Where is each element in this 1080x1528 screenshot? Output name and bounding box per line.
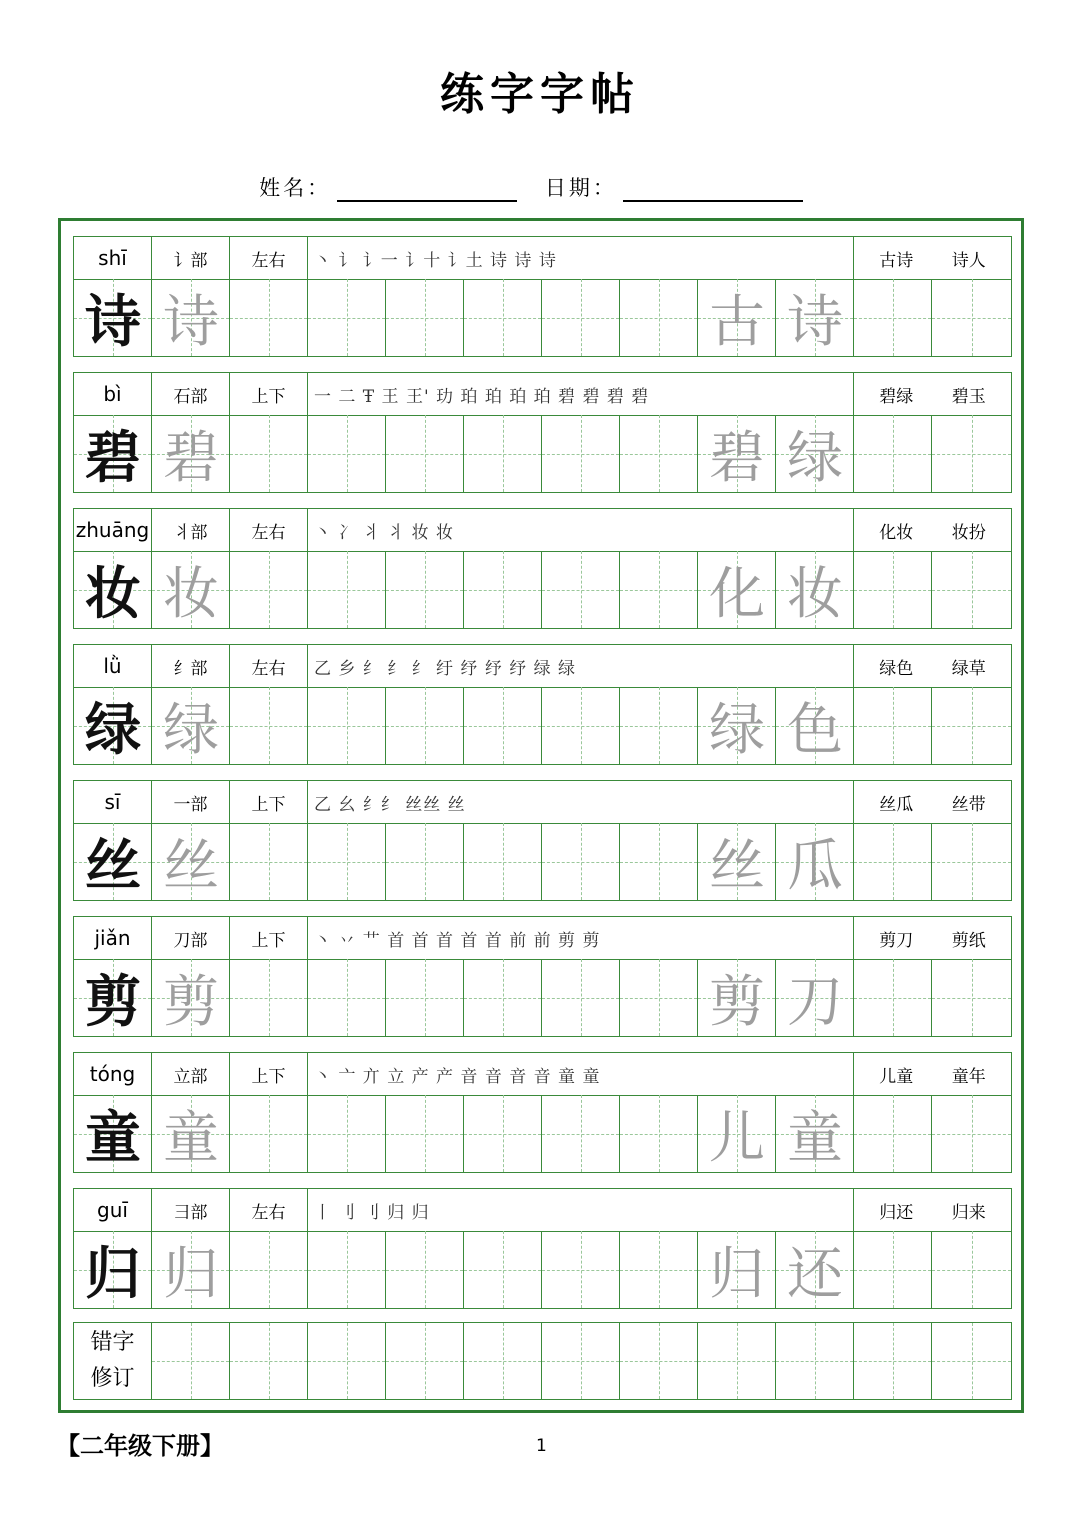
- writing-cell[interactable]: [932, 279, 1011, 356]
- writing-cell[interactable]: [542, 551, 620, 628]
- writing-cell[interactable]: [542, 279, 620, 356]
- writing-cell[interactable]: [74, 551, 152, 628]
- correction-cell[interactable]: [542, 1323, 620, 1399]
- writing-cell[interactable]: [308, 1095, 386, 1172]
- trace-character: 色: [787, 697, 843, 763]
- writing-cell[interactable]: [542, 959, 620, 1036]
- model-character: 剪: [85, 969, 141, 1035]
- correction-label: [74, 1323, 152, 1399]
- practice-block: [73, 1052, 1012, 1173]
- writing-cell[interactable]: [698, 1231, 776, 1308]
- name-blank[interactable]: [337, 176, 517, 202]
- writing-cell[interactable]: [464, 279, 542, 356]
- writing-cell[interactable]: [698, 1095, 776, 1172]
- pinyin: tóng: [74, 1053, 152, 1095]
- writing-cell[interactable]: [932, 959, 1011, 1036]
- correction-label-line1: 错字: [90, 1330, 135, 1355]
- trace-character: 绿: [787, 425, 843, 491]
- writing-cell[interactable]: [464, 1231, 542, 1308]
- writing-cell[interactable]: [230, 279, 308, 356]
- writing-cell[interactable]: [230, 415, 308, 492]
- writing-cell[interactable]: [308, 415, 386, 492]
- writing-cell[interactable]: [74, 279, 152, 356]
- example-word: 剪纸: [951, 930, 986, 951]
- writing-cell[interactable]: [620, 823, 698, 900]
- pinyin: shī: [74, 237, 152, 279]
- writing-cell[interactable]: [464, 687, 542, 764]
- practice-block: [73, 508, 1012, 629]
- example-word: 妆扮: [951, 522, 986, 543]
- model-character: 丝: [85, 833, 141, 899]
- stroke-order: 丶 亠 亣 立 产 产 音 音 音 音 童 童: [308, 1053, 854, 1095]
- writing-cell[interactable]: [152, 279, 230, 356]
- writing-cell[interactable]: [932, 823, 1011, 900]
- trace-character: 碧: [163, 425, 219, 491]
- stroke-order: 一 二 Ŧ 王 王' 玏 珀 珀 珀 珀 碧 碧 碧 碧: [308, 373, 854, 415]
- writing-cell[interactable]: [464, 415, 542, 492]
- writing-cell[interactable]: [854, 279, 932, 356]
- writing-cell[interactable]: [854, 687, 932, 764]
- writing-cell[interactable]: [386, 1095, 464, 1172]
- writing-cell[interactable]: [776, 551, 854, 628]
- writing-cell[interactable]: [386, 551, 464, 628]
- writing-cell[interactable]: [932, 1231, 1011, 1308]
- writing-cell[interactable]: [464, 959, 542, 1036]
- stroke-order: 丶 冫 丬 丬 妆 妆: [308, 509, 854, 551]
- writing-cell[interactable]: [854, 1095, 932, 1172]
- writing-cell[interactable]: [776, 1095, 854, 1172]
- example-word: 碧玉: [951, 386, 986, 407]
- writing-cell[interactable]: [854, 415, 932, 492]
- correction-cell[interactable]: [386, 1323, 464, 1399]
- model-character: 归: [85, 1241, 141, 1307]
- stroke-order: 丶 丷 艹 首 首 首 首 首 前 前 剪 剪: [308, 917, 854, 959]
- trace-character: 归: [709, 1241, 765, 1307]
- example-word: 绿色: [879, 658, 914, 679]
- example-words: [854, 1053, 1011, 1095]
- row-header: [74, 645, 1011, 688]
- writing-cell[interactable]: [308, 687, 386, 764]
- writing-cell[interactable]: [698, 551, 776, 628]
- writing-cell[interactable]: [230, 1095, 308, 1172]
- writing-cell[interactable]: [464, 551, 542, 628]
- example-words: [854, 645, 1011, 687]
- writing-cell[interactable]: [464, 823, 542, 900]
- row-header: [74, 781, 1011, 824]
- model-character: 诗: [85, 289, 141, 355]
- writing-cell[interactable]: [74, 823, 152, 900]
- trace-character: 诗: [163, 289, 219, 355]
- writing-cell[interactable]: [776, 687, 854, 764]
- writing-cell[interactable]: [620, 959, 698, 1036]
- grade-label: 【二年级下册】: [56, 1431, 224, 1460]
- trace-character: 剪: [163, 969, 219, 1035]
- row-header: [74, 917, 1011, 960]
- structure: 上下: [230, 917, 308, 959]
- example-words: [854, 781, 1011, 823]
- example-word: 诗人: [951, 250, 986, 271]
- writing-cell[interactable]: [386, 279, 464, 356]
- pinyin: sī: [74, 781, 152, 823]
- practice-block: [73, 780, 1012, 901]
- model-character: 碧: [85, 425, 141, 491]
- stroke-order: 丶 讠 讠一 讠十 讠土 诗 诗 诗: [308, 237, 854, 279]
- example-word: 丝带: [951, 794, 986, 815]
- writing-cell[interactable]: [776, 823, 854, 900]
- writing-cell[interactable]: [308, 823, 386, 900]
- example-words: [854, 917, 1011, 959]
- example-word: 剪刀: [879, 930, 914, 951]
- trace-character: 妆: [787, 561, 843, 627]
- writing-cell[interactable]: [620, 1095, 698, 1172]
- page-title: 练字字帖: [440, 69, 640, 120]
- writing-cell[interactable]: [854, 1231, 932, 1308]
- example-words: [854, 373, 1011, 415]
- row-header: [74, 1053, 1011, 1096]
- info-line: [0, 172, 1080, 202]
- writing-cell[interactable]: [152, 1095, 230, 1172]
- radical: 立部: [152, 1053, 230, 1095]
- practice-block: [73, 236, 1012, 357]
- radical: 讠部: [152, 237, 230, 279]
- radical: 丬部: [152, 509, 230, 551]
- writing-cell[interactable]: [932, 551, 1011, 628]
- correction-cell[interactable]: [698, 1323, 776, 1399]
- practice-block: [73, 372, 1012, 493]
- correction-cell[interactable]: [152, 1323, 230, 1399]
- trace-character: 诗: [787, 289, 843, 355]
- writing-cell[interactable]: [152, 687, 230, 764]
- practice-grid: [74, 1095, 1011, 1172]
- pinyin: zhuāng: [74, 509, 152, 551]
- writing-cell[interactable]: [386, 823, 464, 900]
- writing-cell[interactable]: [230, 959, 308, 1036]
- trace-character: 剪: [709, 969, 765, 1035]
- writing-cell[interactable]: [308, 279, 386, 356]
- writing-cell[interactable]: [152, 551, 230, 628]
- example-word: 碧绿: [879, 386, 914, 407]
- example-word: 丝瓜: [879, 794, 914, 815]
- writing-cell[interactable]: [776, 415, 854, 492]
- writing-cell[interactable]: [620, 279, 698, 356]
- structure: 左右: [230, 645, 308, 687]
- stroke-order: 乙 幺 纟纟 丝丝 丝: [308, 781, 854, 823]
- writing-cell[interactable]: [698, 823, 776, 900]
- writing-cell[interactable]: [386, 687, 464, 764]
- writing-cell[interactable]: [542, 687, 620, 764]
- writing-cell[interactable]: [854, 551, 932, 628]
- structure: 上下: [230, 373, 308, 415]
- writing-cell[interactable]: [620, 1231, 698, 1308]
- practice-grid: [74, 1231, 1011, 1308]
- writing-cell[interactable]: [386, 1231, 464, 1308]
- example-word: 童年: [951, 1066, 986, 1087]
- row-header: [74, 373, 1011, 416]
- pinyin: lǜ: [74, 645, 152, 687]
- practice-grid: [74, 687, 1011, 764]
- example-words: [854, 237, 1011, 279]
- row-header: [74, 237, 1011, 280]
- practice-block: [73, 644, 1012, 765]
- writing-cell[interactable]: [386, 959, 464, 1036]
- name-label: 姓名：: [259, 176, 332, 200]
- trace-character: 碧: [709, 425, 765, 491]
- writing-cell[interactable]: [308, 1231, 386, 1308]
- writing-cell[interactable]: [620, 551, 698, 628]
- writing-cell[interactable]: [230, 687, 308, 764]
- example-word: 归还: [879, 1202, 914, 1223]
- trace-character: 瓜: [787, 833, 843, 899]
- row-header: [74, 1189, 1011, 1232]
- page-number: 1: [536, 1436, 547, 1456]
- writing-cell[interactable]: [620, 687, 698, 764]
- trace-character: 还: [787, 1241, 843, 1307]
- structure: 上下: [230, 1053, 308, 1095]
- writing-cell[interactable]: [776, 279, 854, 356]
- writing-cell[interactable]: [776, 1231, 854, 1308]
- writing-cell[interactable]: [464, 1095, 542, 1172]
- writing-cell[interactable]: [932, 687, 1011, 764]
- example-word: 绿草: [951, 658, 986, 679]
- writing-cell[interactable]: [932, 415, 1011, 492]
- structure: 上下: [230, 781, 308, 823]
- correction-cell[interactable]: [932, 1323, 1011, 1399]
- stroke-order: 乙 乡 纟 纟 纟 纡 纾 纾 纾 绿 绿: [308, 645, 854, 687]
- writing-cell[interactable]: [230, 551, 308, 628]
- writing-cell[interactable]: [698, 959, 776, 1036]
- example-word: 古诗: [879, 250, 914, 271]
- writing-cell[interactable]: [230, 823, 308, 900]
- writing-cell[interactable]: [542, 415, 620, 492]
- radical: 一部: [152, 781, 230, 823]
- example-word: 化妆: [879, 522, 914, 543]
- trace-character: 妆: [163, 561, 219, 627]
- radical: 彐部: [152, 1189, 230, 1231]
- model-character: 绿: [85, 697, 141, 763]
- practice-grid: [74, 823, 1011, 900]
- writing-cell[interactable]: [230, 1231, 308, 1308]
- trace-character: 丝: [163, 833, 219, 899]
- writing-cell[interactable]: [542, 823, 620, 900]
- structure: 左右: [230, 237, 308, 279]
- writing-cell[interactable]: [74, 687, 152, 764]
- correction-cell[interactable]: [230, 1323, 308, 1399]
- writing-cell[interactable]: [698, 279, 776, 356]
- example-words: [854, 509, 1011, 551]
- writing-cell[interactable]: [74, 1231, 152, 1308]
- correction-label-line2: 修订: [90, 1366, 135, 1391]
- date-label: 日期：: [544, 176, 617, 200]
- practice-grid: [74, 551, 1011, 628]
- trace-character: 童: [163, 1105, 219, 1171]
- writing-cell[interactable]: [542, 1095, 620, 1172]
- writing-cell[interactable]: [74, 1095, 152, 1172]
- structure: 左右: [230, 1189, 308, 1231]
- correction-cell[interactable]: [620, 1323, 698, 1399]
- writing-cell[interactable]: [152, 959, 230, 1036]
- writing-cell[interactable]: [854, 823, 932, 900]
- trace-character: 归: [163, 1241, 219, 1307]
- practice-grid: [74, 959, 1011, 1036]
- practice-grid: [74, 279, 1011, 356]
- model-character: 童: [85, 1105, 141, 1171]
- example-words: [854, 1189, 1011, 1231]
- trace-character: 童: [787, 1105, 843, 1171]
- stroke-order: 丨 刂 刂 归 归: [308, 1189, 854, 1231]
- practice-block: [73, 1188, 1012, 1309]
- model-character: 妆: [85, 561, 141, 627]
- writing-cell[interactable]: [152, 823, 230, 900]
- example-word: 儿童: [879, 1066, 914, 1087]
- radical: 石部: [152, 373, 230, 415]
- pinyin: guī: [74, 1189, 152, 1231]
- trace-character: 丝: [709, 833, 765, 899]
- writing-cell[interactable]: [74, 959, 152, 1036]
- example-word: 归来: [951, 1202, 986, 1223]
- writing-cell[interactable]: [620, 415, 698, 492]
- radical: 纟部: [152, 645, 230, 687]
- writing-cell[interactable]: [386, 415, 464, 492]
- date-blank[interactable]: [623, 176, 803, 202]
- pinyin: bì: [74, 373, 152, 415]
- correction-cell[interactable]: [854, 1323, 932, 1399]
- correction-cell[interactable]: [464, 1323, 542, 1399]
- correction-cell[interactable]: [776, 1323, 854, 1399]
- writing-cell[interactable]: [152, 415, 230, 492]
- correction-row: [73, 1322, 1012, 1400]
- writing-cell[interactable]: [776, 959, 854, 1036]
- writing-cell[interactable]: [74, 415, 152, 492]
- writing-cell[interactable]: [152, 1231, 230, 1308]
- writing-cell[interactable]: [932, 1095, 1011, 1172]
- trace-character: 绿: [163, 697, 219, 763]
- writing-cell[interactable]: [542, 1231, 620, 1308]
- trace-character: 化: [709, 561, 765, 627]
- correction-cell[interactable]: [308, 1323, 386, 1399]
- writing-cell[interactable]: [308, 551, 386, 628]
- row-header: [74, 509, 1011, 552]
- pinyin: jiǎn: [74, 917, 152, 959]
- trace-character: 刀: [787, 969, 843, 1035]
- practice-grid: [74, 415, 1011, 492]
- trace-character: 古: [709, 289, 765, 355]
- writing-cell[interactable]: [308, 959, 386, 1036]
- writing-cell[interactable]: [854, 959, 932, 1036]
- writing-cell[interactable]: [698, 687, 776, 764]
- radical: 刀部: [152, 917, 230, 959]
- trace-character: 儿: [709, 1105, 765, 1171]
- practice-block: [73, 916, 1012, 1037]
- writing-cell[interactable]: [698, 415, 776, 492]
- structure: 左右: [230, 509, 308, 551]
- trace-character: 绿: [709, 697, 765, 763]
